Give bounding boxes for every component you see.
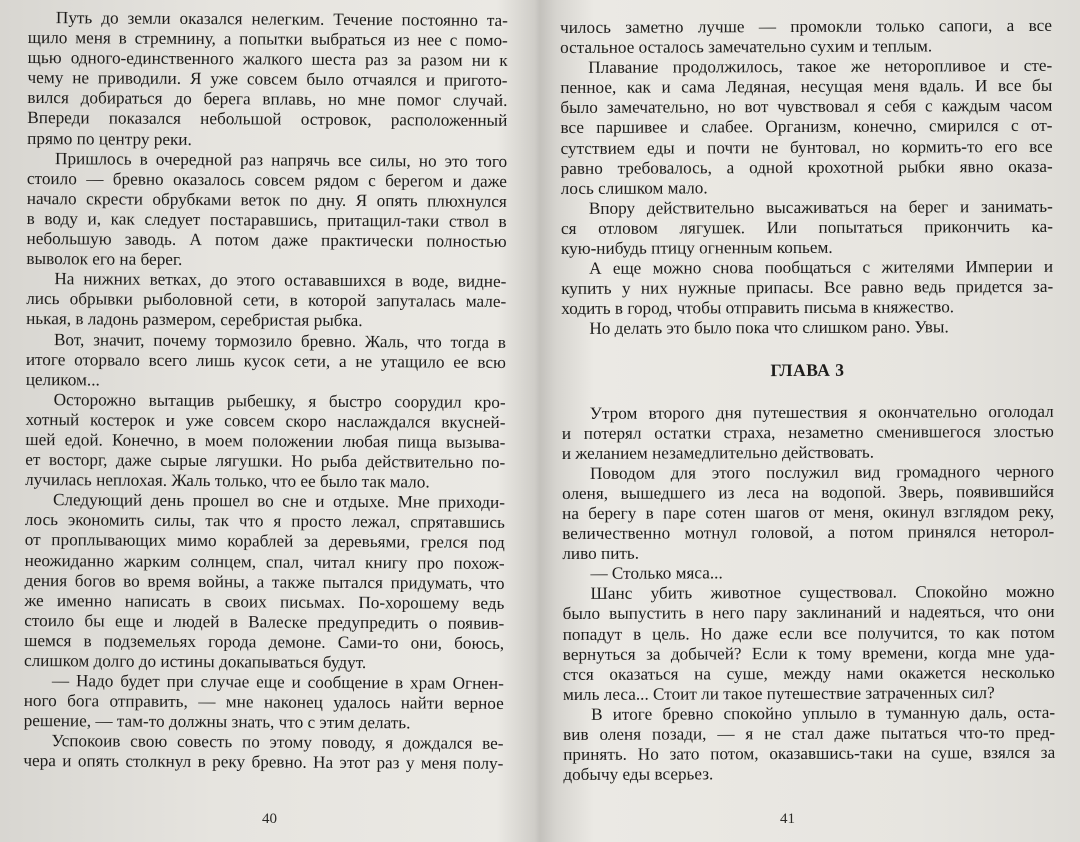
text-line: Но делать это было пока что слишком рано. Увы. [589, 317, 949, 339]
text-line: ся отловом лягушек. Или попытаться прикончить ка- [560, 216, 1053, 238]
text-line: дения богов во время войны, а также пытался придумать, что [24, 570, 505, 593]
text-line: нькая, в ладонь размером, серебристая рыбка. [26, 309, 363, 331]
text-line: лось экономить силы, так что я просто лежал, спрятавшись [24, 510, 505, 533]
text-line: Впереди показался небольшой островок, расположенный [27, 108, 508, 131]
text-line: лись обрывки рыболовной сети, в которой запуталась мале- [26, 289, 507, 312]
left-page-number: 40 [262, 811, 277, 827]
text-line: миль леса... Стоит ли такое путешествие затраченных сил? [562, 682, 995, 704]
text-line: вив оленя позади, — я не стал даже пытаться что-то пред- [563, 722, 1056, 744]
text-line: вился добираться до берега вплавь, но мне помог случай. [27, 88, 508, 111]
text-line: небольшую заводь. А потом даже практически полностью [26, 229, 507, 251]
text-line: Вот, значит, почему тормозило бревно. Жаль, что тогда в [53, 329, 507, 352]
text-line: чилось заметно лучше — промокли только сапоги, а все [560, 15, 1053, 37]
text-line: На нижних ветках, до этого остававшихся в воде, видне- [54, 269, 507, 292]
text-line: стоило бы еще и людей в Валеске предупредить о появив- [24, 610, 505, 633]
text-line: ного бога отправить, — мне наконец удалось найти верное [23, 691, 504, 714]
text-line: и желанием незамедлительно действовать. [561, 442, 875, 463]
right-page-text-after-chapter [562, 401, 1056, 785]
text-line: величественно мотнул головой, а потом принялся неторол- [562, 521, 1055, 544]
right-page [546, 0, 1080, 842]
text-line: — Надо будет при случае еще и сообщение в храм Огнен- [51, 671, 504, 694]
text-line: Успокоив свою совесть по этому поводу, я дождался ве- [51, 731, 504, 754]
text-line: добычу еды всерьез. [563, 764, 714, 785]
text-line: Осторожно вытащив рыбешку, я быстро соорудил кро- [53, 389, 506, 412]
text-line: на берегу в паре сотен шагов от меня, окинул взглядом реку, [562, 501, 1055, 523]
text-line: принять. Но зато потом, оказавшись-таки на суше, взялся за [563, 742, 1056, 765]
text-line: пенное, как и сама Ледяная, несущая меня вдаль. И все бы [560, 76, 1053, 98]
text-line: лучилась неплохая. Жаль только, что ее было так мало. [25, 470, 430, 492]
text-line: итоге оторвало всего лишь кусок сети, а не утащило ее всю [25, 349, 506, 372]
text-line: Впору действительно высаживаться на берег и занимать- [588, 196, 1053, 218]
text-line: целиком... [25, 369, 100, 390]
text-line: в воду и, как следует постаравшись, притащил-таки ствол в [26, 208, 507, 231]
text-line: хотный костерок и уже совсем скоро наслаждался вкусней- [25, 409, 506, 432]
text-line: и потерял остатки страха, незаметно сменившегося злостью [561, 421, 1054, 443]
text-line: лось слишком мало. [560, 178, 708, 198]
text-line: было выпустить в него пару заклинаний и надеяться, что они [562, 602, 1055, 624]
text-line: прямо по центру реки. [27, 128, 192, 149]
text-line: было замечательно, но вот чувствовал я себя с каждым часом [560, 96, 1053, 118]
chapter-title: ГЛАВА 3 [770, 359, 845, 380]
text-line: В итоге бревно спокойно уплыло в туманную даль, оста- [590, 702, 1056, 724]
text-line: ходить в город, чтобы отправить письма в княжество. [561, 297, 955, 319]
text-line: же именно написать в своих письмах. По-хорошему ведь [24, 590, 505, 613]
text-line: начало скрести обрубками веток по дну. Я опять плюхнулся [26, 188, 507, 211]
text-line: купить у них нужные припасы. Все равно ведь придется за- [561, 277, 1054, 299]
text-line: слишком долго до истины докапываться будут. [23, 650, 367, 673]
text-line: шемся в подземельях города демоне. Сами-то они, боюсь, [24, 630, 505, 653]
text-line: все паршивее и слабее. Организм, конечно, смирился с от- [560, 116, 1053, 138]
text-line: ливо пить. [562, 543, 640, 564]
text-line: стся оказаться на суше, между нами окажется несколько [562, 662, 1055, 684]
text-line: выволок его на берег. [26, 249, 183, 270]
text-line: сутствием еды и почти не бунтовал, но кормить-то его все [560, 136, 1053, 158]
text-line: решение, — там-то должны знать, что с этим делать. [23, 711, 411, 733]
text-line: Утром второго дня путешествия я окончательно оголодал [589, 401, 1054, 423]
text-line: чера и опять столкнул в реку бревно. На этот раз у меня полу- [23, 751, 504, 774]
text-line: Поводом для этого послужил вид громадного черного [589, 461, 1055, 483]
text-line: равно требовалось, а одной крохотной рыбки явно оказа- [560, 156, 1053, 178]
text-line: вернуться за добычей? Если к тому времени, когда мне уда- [562, 642, 1055, 664]
text-line: щью одного-единственного жалкого шеста раз за разом ни к [27, 48, 508, 71]
text-line: от проплывающих мимо кораблей за деревьями, грелся под [24, 530, 505, 553]
text-line: чему не приводили. Я уже совсем было отчаялся и пригото- [27, 68, 508, 91]
text-line: оленя, вышедшего из леса на водопой. Зверь, появившийся [562, 481, 1055, 503]
text-line: кую-нибудь птицу огненным копьем. [560, 237, 833, 259]
text-line: А еще можно снова пообщаться с жителями Империи и [589, 256, 1054, 279]
text-line: щило меня в стремнину, а попытки выбраться из нее с помо- [27, 28, 508, 51]
text-line: неожиданно жарким солнцем, спал, читал книгу про похож- [24, 550, 505, 573]
text-line: остальное осталось замечательно сухим и теплым. [560, 36, 933, 58]
right-page-text-before-chapter [560, 16, 1053, 340]
text-line: попадут в цель. Но даже если все получится, то как потом [562, 622, 1055, 644]
text-line: ет восторг, даже сырые лягушки. Но рыба действительно по- [25, 450, 506, 472]
right-page-number: 41 [780, 811, 795, 827]
text-line: шей едой. Конечно, в моем положении любая пища вызыва- [25, 429, 506, 452]
text-line: Пришлось в очередной раз напрячь все силы, но это того [55, 148, 508, 171]
text-line: — Столько мяса... [590, 563, 723, 584]
right-page-text [560, 16, 1055, 785]
left-page [0, 0, 526, 842]
text-line: Путь до земли оказался нелегким. Течение постоянно та- [55, 8, 508, 30]
text-line: стоило — бревно оказалось совсем рядом с берегом и даже [26, 168, 508, 191]
left-page-text [23, 8, 508, 774]
text-line: Следующий день прошел во сне и отдыхе. Мне приходи- [52, 490, 506, 513]
text-line: Плавание продолжилось, такое же неторопливое и сте- [588, 56, 1053, 78]
text-line: Шанс убить животное существовал. Спокойно можно [590, 582, 1055, 604]
